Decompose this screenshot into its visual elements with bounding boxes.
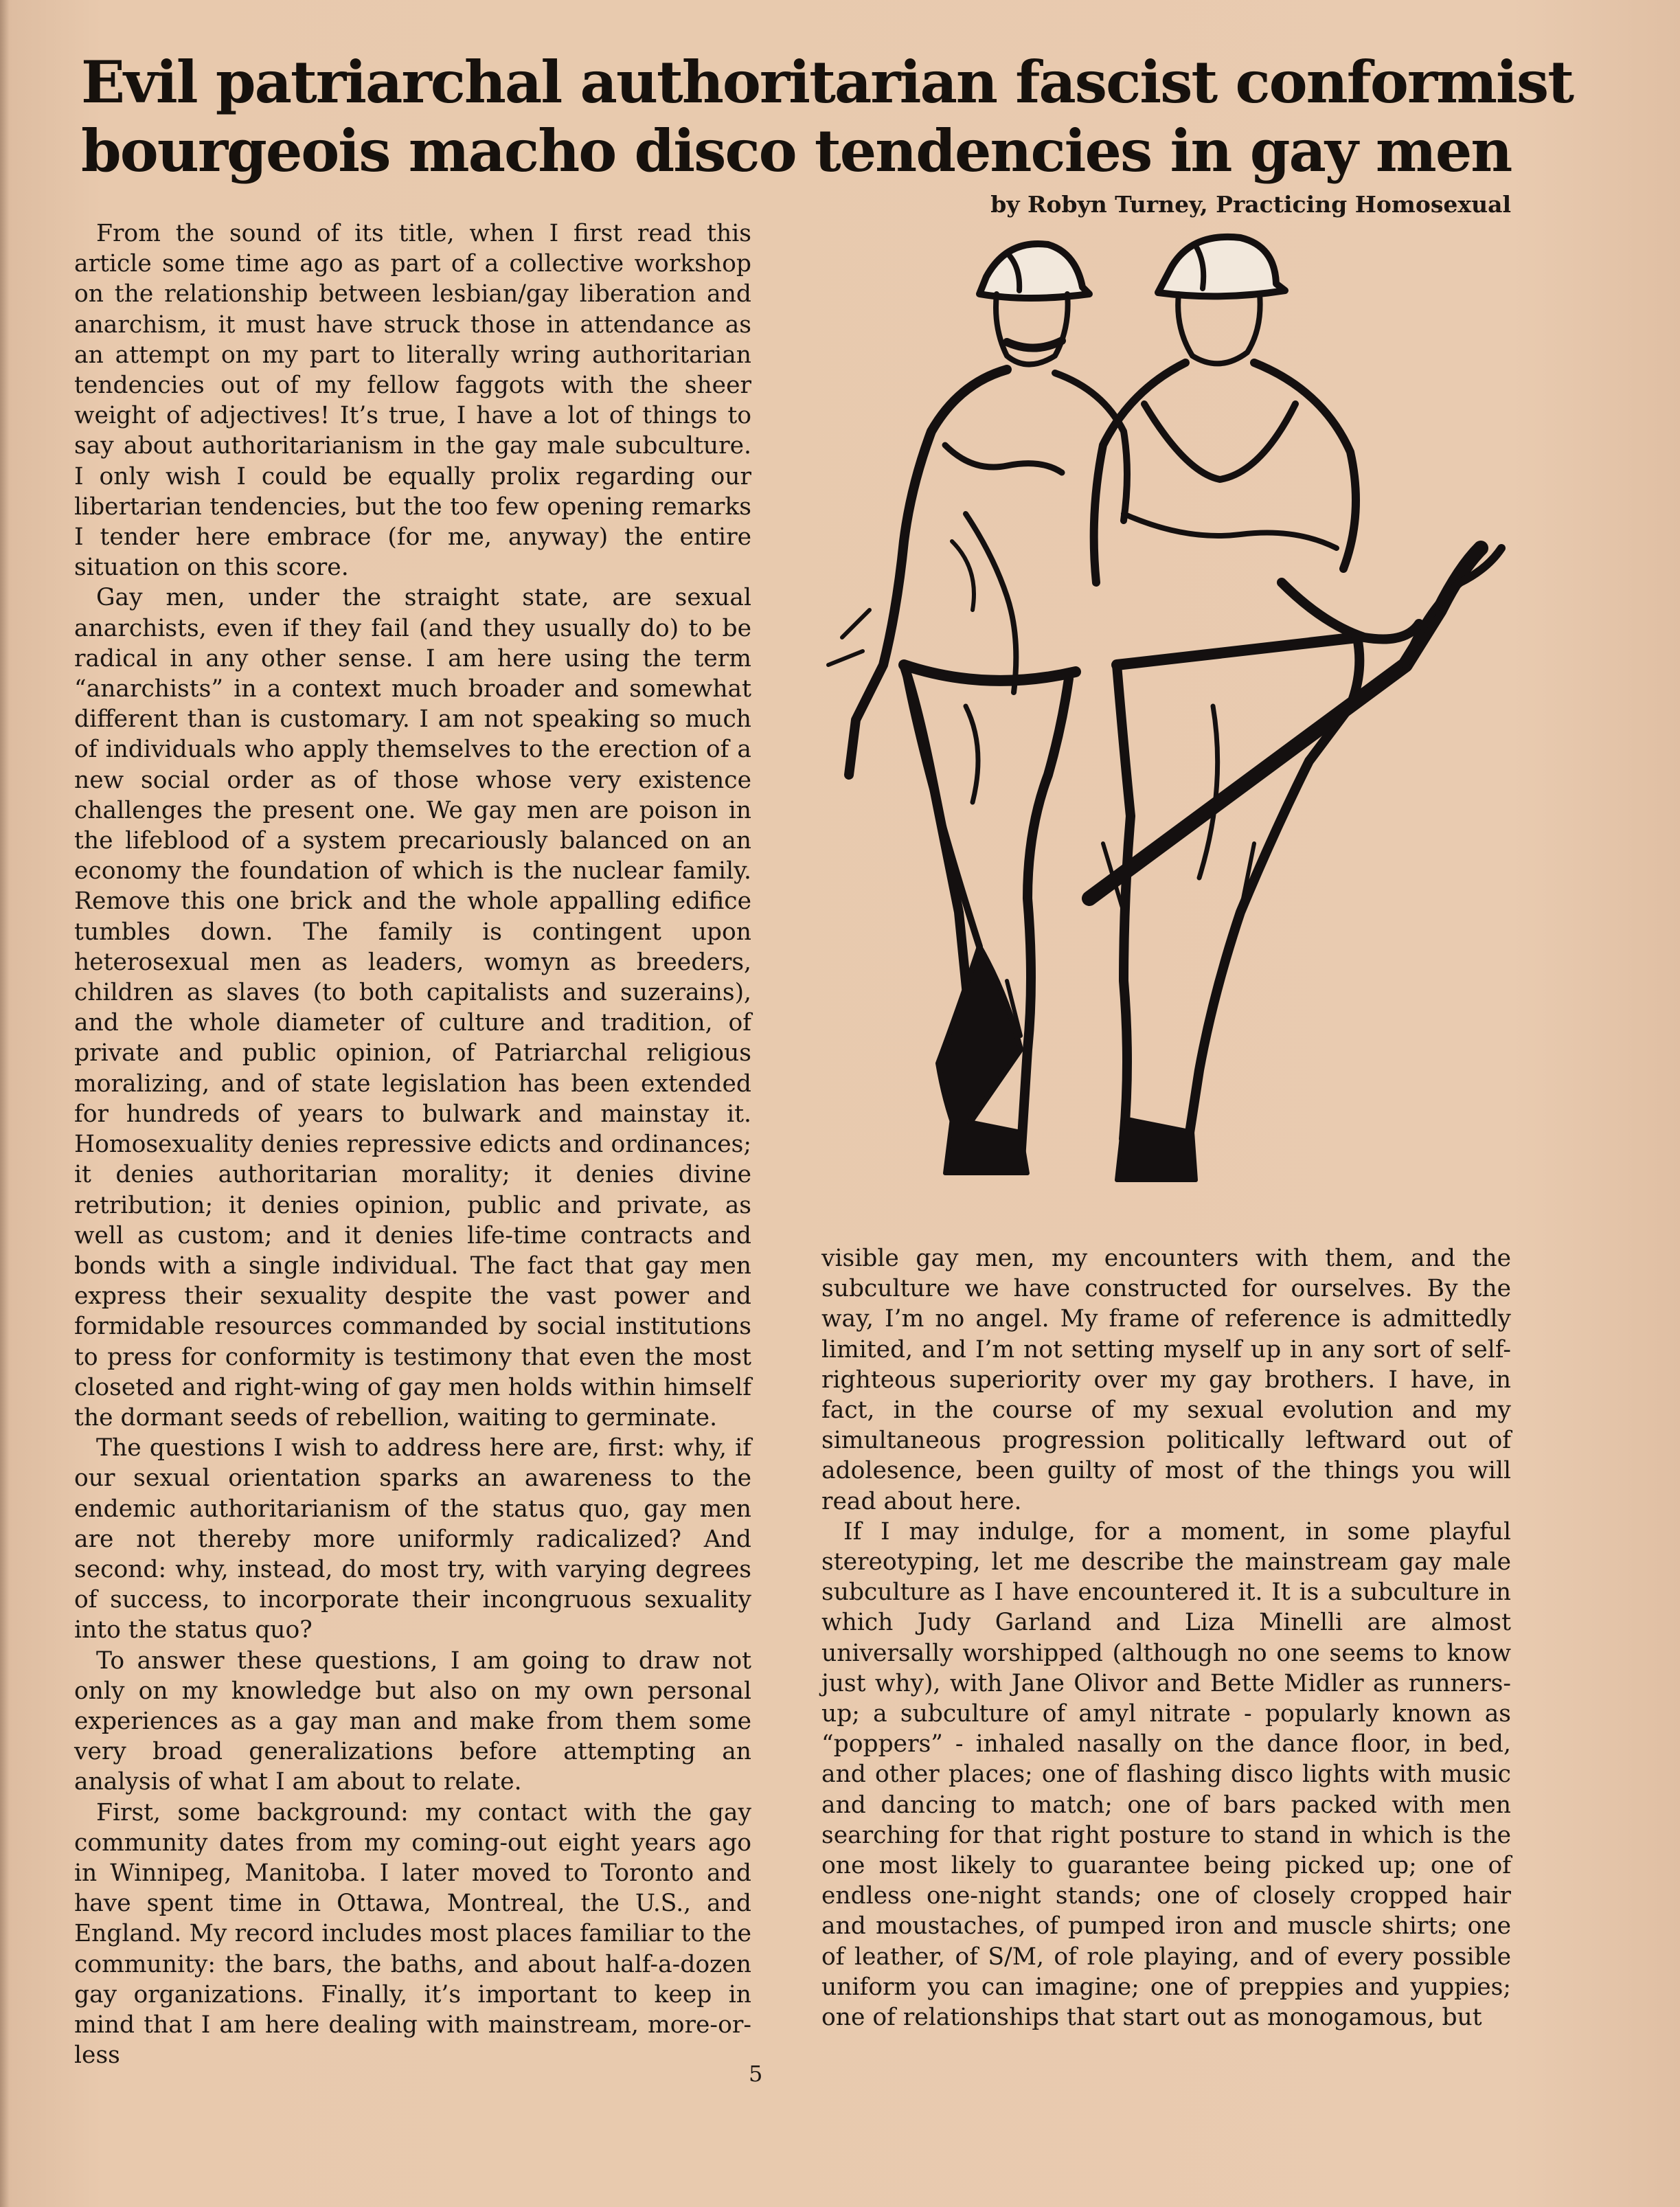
page-number: 5 bbox=[749, 2061, 763, 2087]
paragraph: First, some background: my contact with the gay community dates from my coming-out eight years ago in Winnipeg, Manitoba. I later moved to Toronto and have spent time in Ottawa, Montreal, the U.S., and England. My record includes most places familiar to the community: the bars, the baths, and about half-a-dozen gay organizations. Finally, it’s important to keep in mind that I am here dealing with mainstream, more-or-less bbox=[74, 1798, 751, 2070]
headline-line-1: Evil patriarchal authoritarian fascist conformist bbox=[81, 48, 1574, 116]
headline-line-2: bourgeois macho disco tendencies in gay men bbox=[81, 117, 1512, 185]
paragraph: The questions I wish to address here are, first: why, if our sexual orientation sparks an awareness to the endemic authoritarianism of the status quo, gay men are not thereby more uniformly radicalized? And second: why, instead, do most try, with varying degrees of success, to incorporate their incongruous sexuality into the status quo? bbox=[74, 1434, 751, 1644]
right-hard-hat-icon bbox=[1158, 237, 1285, 296]
article-headline bbox=[81, 48, 1592, 185]
paragraph: If I may indulge, for a moment, in some playful stereotyping, let me describe the mainstream gay male subculture as I have encountered it. It is a subculture in which Judy Garland and Liza Minelli are almost universally worshipped (although no one seems to know just why), with Jane Olivor and Bette Midler as runners-up; a subculture of amyl nitrate - popularly known as “poppers” - inhaled nasally on the dance floor, in bed, and other places; one of flashing disco lights with music and dancing to match; one of bars packed with men searching for that right posture to stand in which is the one most likely to guarantee being picked up; one of endless one-night stands; one of closely cropped hair and moustaches, of pumped iron and muscle shirts; one of leather, of S/M, of role playing, and of every possible uniform you can imagine; one of preppies and yuppies; one of relationships that start out as monogamous, but bbox=[821, 1517, 1511, 2032]
paragraph: visible gay men, my encounters with them, and the subculture we have constructed for ourselves. By the way, I’m no angel. My frame of reference is admittedly limited, and I’m not setting myself up in any sort of self-righteous superiority over my gay brothers. I have, in fact, in the course of my sexual evolution and my simultaneous progression politically leftward out of adolesence, been guilty of most of the things you will read about here. bbox=[821, 1245, 1511, 1515]
left-hard-hat-icon bbox=[979, 244, 1089, 298]
page-fold-shadow bbox=[0, 0, 10, 2207]
paragraph: Gay men, under the straight state, are sexual anarchists, even if they fail (and they usually do) to be radical in any other sense. I am here using the term “anarchists” in a context much broader and somewhat different than is customary. I am not speaking so much of individuals who apply themselves to the erection of a new social order as of those whose very existence challenges the present one. We gay men are poison in the lifeblood of a system precariously balanced on an economy the foundation of which is the nuclear family. Remove this one brick and the whole appalling edifice tumbles down. The family is contingent upon heterosexual men as leaders, womyn as breeders, children as slaves (to both capitalists and suzerains), and the whole diameter of culture and tradition, of private and public opinion, of Patriarchal religious moralizing, and of state legislation has been extended for hundreds of years to bulwark and mainstay it. Homosexuality denies repressive edicts and ordinances; it denies authoritarian morality; it denies divine retribution; it denies opinion, public and private, as well as custom; and it denies life-time contracts and bonds with a single individual. The fact that gay men express their sexuality despite the vast power and formidable resources commanded by social institutions to press for conformity is testimony that even the most closeted and right-wing of gay men holds within himself the dormant seeds of rebellion, waiting to germinate. bbox=[74, 584, 751, 1431]
shovel-blade-icon bbox=[938, 947, 1021, 1139]
paragraph: To answer these questions, I am going to draw not only on my knowledge but also on my own personal experiences as a gay man and make from them some very broad generalizations before attempting an analysis of what I am about to relate. bbox=[74, 1646, 751, 1796]
article-byline: by Robyn Turney, Practicing Homosexual bbox=[990, 191, 1511, 218]
two-men-with-shovel-illustration bbox=[801, 225, 1515, 1214]
right-text-column bbox=[821, 1243, 1511, 2033]
paragraph: From the sound of its title, when I first read this article some time ago as part of a collective workshop on the relationship between lesbian/gay liberation and anarchism, it must have struck those in attendance as an attempt on my part to literally wring authoritarian tendencies out of my fellow faggots with the sheer weight of adjectives! It’s true, I have a lot of things to say about authoritarianism in the gay male subculture. I only wish I could be equally prolix regarding our libertarian tendencies, but the too few opening remarks I tender here embrace (for me, anyway) the entire situation on this score. bbox=[74, 220, 751, 582]
left-text-column bbox=[74, 218, 751, 2070]
